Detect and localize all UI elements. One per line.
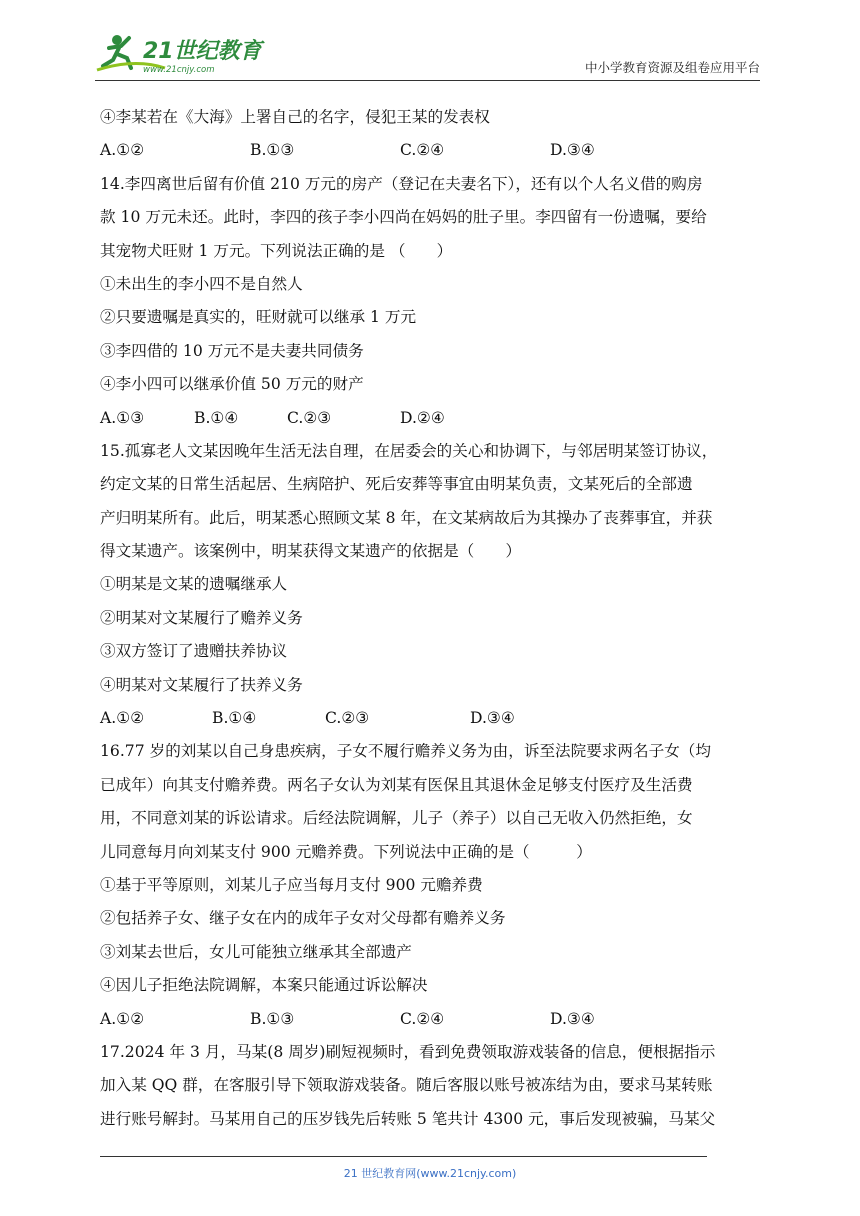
option-a: A.①③ [100,408,145,427]
page-header [95,28,760,80]
text-line: 产归明某所有。此后，明某悉心照顾文某 8 年，在文某病故后为其操办了丧葬事宜，并获 [100,508,713,527]
text-line: ②包括养子女、继子女在内的成年子女对父母都有赡养义务 [100,909,506,928]
logo-url: www.21cnjy.com [143,65,215,75]
option-d: D.③④ [550,1009,595,1028]
option-c: C.②③ [325,709,370,728]
text-line: 加入某 QQ 群，在客服引导下领取游戏装备。随后客服以账号被冻结为由，要求马某转账 [100,1076,713,1095]
text-line: 得文某遗产。该案例中，明某获得文某遗产的依据是（ ） [100,542,522,561]
header-divider [95,80,760,81]
text-line: 其宠物犬旺财 1 万元。下列说法正确的是 （ ） [100,241,453,260]
text-line: ④李小四可以继承价值 50 万元的财产 [100,375,364,394]
q13-options [100,134,765,167]
option-b: B.①③ [250,141,295,160]
text-line: ①明某是文某的遗嘱继承人 [100,575,288,594]
text-line: 17.2024 年 3 月，马某(8 周岁)刷短视频时，看到免费领取游戏装备的信息，便根据指示 [100,1042,716,1061]
platform-name: 中小学教育资源及组卷应用平台 [584,60,760,75]
text-line: ③双方签订了遗赠扶养协议 [100,642,288,661]
text-line: 16.77 岁的刘某以自己身患疾病，子女不履行赡养义务为由，诉至法院要求两名子女（均 [100,742,711,761]
q15-options [100,702,765,735]
option-a: A.①② [100,141,145,160]
text-line: 进行账号解封。马某用自己的压岁钱先后转账 5 笔共计 4300 元，事后发现被骗，马某父 [100,1109,716,1128]
option-c: C.②④ [400,141,445,160]
q14-options [100,402,765,435]
text-line: 用，不同意刘某的诉讼请求。后经法院调解，儿子（养子）以自己无收入仍然拒绝，女 [100,809,693,828]
text-line: 约定文某的日常生活起居、生病陪护、死后安葬等事宜由明某负责，文某死后的全部遗 [100,475,693,494]
text-line: 已成年）向其支付赡养费。两名子女认为刘某有医保且其退休金足够支付医疗及生活费 [100,775,693,794]
option-b: B.①③ [250,1009,295,1028]
option-c: C.②③ [287,408,332,427]
text-line: 儿同意每月向刘某支付 900 元赡养费。下列说法中正确的是（ ） [100,842,592,861]
option-d: D.③④ [550,141,595,160]
text-line: ③刘某去世后，女儿可能独立继承其全部遗产 [100,942,412,961]
text-line: 14.李四离世后留有价值 210 万元的房产（登记在夫妻名下），还有以个人名义借的购房 [100,174,703,193]
question-content [100,101,765,1136]
text-line: 款 10 万元未还。此时，李四的孩子李小四尚在妈妈的肚子里。李四留有一份遗嘱，要给 [100,208,707,227]
option-d: D.②④ [400,408,445,427]
page-footer: 21 世纪教育网(www.21cnjy.com) [343,1167,517,1180]
footer-divider [100,1156,707,1157]
text-line: ③李四借的 10 万元不是夫妻共同债务 [100,341,364,360]
text-line: 15.孤寡老人文某因晚年生活无法自理，在居委会的关心和协调下，与邻居明某签订协议， [100,441,718,460]
option-d: D.③④ [470,709,515,728]
site-logo [95,28,265,78]
text-line: ②只要遗嘱是真实的，旺财就可以继承 1 万元 [100,308,417,327]
text-line: ①未出生的李小四不是自然人 [100,274,303,293]
text-line: ④因儿子拒绝法院调解，本案只能通过诉讼解决 [100,976,428,995]
text-line: ②明某对文某履行了赡养义务 [100,608,303,627]
text-line: ④李某若在《大海》上署自己的名字，侵犯王某的发表权 [100,108,490,126]
logo-text: 21世纪教育 [143,39,262,64]
option-c: C.②④ [400,1009,445,1028]
option-a: A.①② [100,709,145,728]
q16-options [100,1003,765,1036]
option-a: A.①② [100,1009,145,1028]
text-line: ④明某对文某履行了扶养义务 [100,675,303,694]
text-line: ①基于平等原则，刘某儿子应当每月支付 900 元赡养费 [100,875,483,894]
option-b: B.①④ [194,408,239,427]
option-b: B.①④ [212,709,257,728]
